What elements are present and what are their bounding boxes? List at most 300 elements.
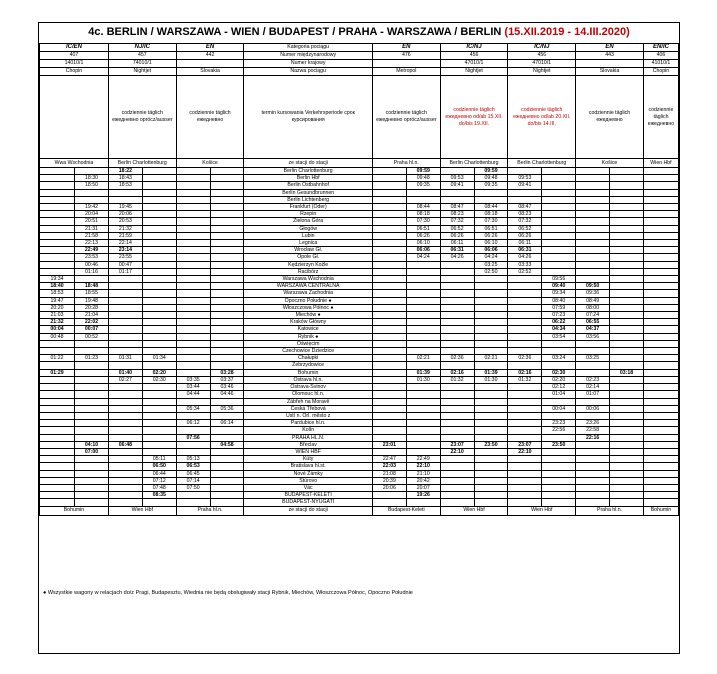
time-cell: [440, 340, 474, 347]
time-cell: [108, 477, 142, 484]
time-cell: [474, 398, 508, 405]
time-cell: [643, 362, 678, 369]
time-cell: [40, 477, 75, 484]
time-cell: [40, 204, 75, 211]
time-cell: 03:24: [542, 355, 576, 362]
time-cell: [108, 412, 142, 419]
time-cell: [40, 240, 75, 247]
time-cell: [142, 405, 176, 412]
time-cell: [40, 232, 75, 239]
time-cell: [542, 456, 576, 463]
station-name: Břeclav: [244, 441, 372, 448]
time-cell: 01:29: [40, 369, 75, 376]
time-cell: 01:22: [40, 355, 75, 362]
time-cell: 21:04: [75, 312, 109, 319]
time-cell: [474, 276, 508, 283]
time-cell: [40, 448, 75, 455]
time-cell: [75, 427, 109, 434]
time-cell: 04:34: [542, 326, 576, 333]
time-cell: [474, 420, 508, 427]
time-cell: [643, 204, 678, 211]
train-num: 407: [40, 52, 109, 60]
station-name: Legnica: [244, 240, 372, 247]
time-cell: 07:32: [508, 218, 542, 225]
time-cell: 20:53: [108, 218, 142, 225]
time-cell: 01:07: [576, 391, 610, 398]
time-cell: [210, 427, 244, 434]
train-days: codziennie täglich ежедневно: [643, 76, 678, 159]
time-cell: 09:59: [474, 168, 508, 175]
time-cell: [372, 499, 406, 506]
time-cell: [406, 326, 440, 333]
time-cell: 22:10: [440, 448, 474, 455]
time-cell: [610, 391, 644, 398]
time-cell: [372, 196, 406, 203]
time-cell: 01:31: [108, 355, 142, 362]
time-cell: 08:23: [440, 211, 474, 218]
time-cell: [40, 412, 75, 419]
train-cat: EN: [576, 44, 644, 52]
station-name: Ústí n. Orl. město z: [244, 412, 372, 419]
time-cell: [75, 340, 109, 347]
time-cell: [142, 499, 176, 506]
time-cell: [508, 362, 542, 369]
time-cell: [610, 477, 644, 484]
time-cell: [542, 204, 576, 211]
time-cell: 06:11: [508, 240, 542, 247]
train-name: Metropol: [372, 68, 440, 76]
time-cell: [108, 456, 142, 463]
time-cell: [176, 340, 210, 347]
station-name: Rzepin: [244, 211, 372, 218]
time-cell: [576, 463, 610, 470]
time-cell: [210, 189, 244, 196]
time-cell: [542, 448, 576, 455]
train-from: Košice: [576, 159, 644, 168]
time-cell: [142, 434, 176, 441]
station-name: Pardubice hl.n.: [244, 420, 372, 427]
time-cell: [643, 283, 678, 290]
time-cell: [474, 499, 508, 506]
time-cell: [142, 319, 176, 326]
time-cell: [643, 312, 678, 319]
time-cell: [542, 175, 576, 182]
station-name: Berlin Charlottenburg: [244, 168, 372, 175]
time-cell: 00:48: [40, 333, 75, 340]
time-cell: [372, 204, 406, 211]
time-cell: [372, 398, 406, 405]
time-cell: [406, 304, 440, 311]
time-cell: 06:31: [440, 247, 474, 254]
time-cell: 08:47: [440, 204, 474, 211]
time-cell: [508, 290, 542, 297]
time-cell: 23:50: [542, 441, 576, 448]
time-cell: [406, 312, 440, 319]
time-cell: 22:49: [75, 247, 109, 254]
time-cell: [610, 326, 644, 333]
time-cell: [440, 398, 474, 405]
time-cell: [440, 348, 474, 355]
time-cell: 08:40: [542, 297, 576, 304]
time-cell: 09:48: [474, 175, 508, 182]
time-cell: [542, 340, 576, 347]
time-cell: [40, 463, 75, 470]
time-cell: [142, 340, 176, 347]
time-cell: 09:40: [542, 283, 576, 290]
time-cell: [643, 376, 678, 383]
time-cell: [610, 182, 644, 189]
time-cell: [142, 218, 176, 225]
time-cell: 08:44: [474, 204, 508, 211]
time-cell: [610, 412, 644, 419]
time-cell: [372, 240, 406, 247]
time-cell: [210, 398, 244, 405]
time-cell: 23:53: [75, 254, 109, 261]
time-cell: [643, 189, 678, 196]
time-cell: [142, 384, 176, 391]
time-cell: [542, 477, 576, 484]
time-cell: [210, 319, 244, 326]
time-cell: [210, 290, 244, 297]
time-cell: [643, 290, 678, 297]
time-cell: [210, 434, 244, 441]
time-cell: [576, 189, 610, 196]
time-cell: [210, 276, 244, 283]
time-cell: [108, 326, 142, 333]
time-cell: [142, 441, 176, 448]
time-cell: [372, 225, 406, 232]
train-days: [40, 76, 109, 159]
time-cell: 06:45: [176, 470, 210, 477]
time-cell: [406, 412, 440, 419]
time-cell: [108, 283, 142, 290]
footnote: ● Wszystkie wagony w relacjach do/z Pragi, Budapesztu, Wiednia nie będą obsługiwały stacji Rybnik, Miechów, Włoszczowa Północ, Opoczno Południe: [43, 590, 413, 596]
time-cell: 18:53: [40, 290, 75, 297]
time-cell: [108, 304, 142, 311]
time-cell: [576, 254, 610, 261]
time-cell: 01:32: [508, 376, 542, 383]
time-cell: [142, 175, 176, 182]
time-cell: [40, 340, 75, 347]
time-cell: [440, 384, 474, 391]
time-cell: [610, 168, 644, 175]
time-cell: 23:23: [542, 420, 576, 427]
time-cell: 06:12: [176, 420, 210, 427]
time-cell: [440, 362, 474, 369]
time-cell: 06:26: [474, 232, 508, 239]
time-cell: [176, 175, 210, 182]
train-num: 456: [440, 52, 508, 60]
time-cell: [474, 297, 508, 304]
time-cell: [610, 434, 644, 441]
time-cell: [610, 319, 644, 326]
time-cell: 06:52: [440, 225, 474, 232]
time-cell: 08:18: [474, 211, 508, 218]
time-cell: 09:48: [406, 175, 440, 182]
time-cell: [210, 261, 244, 268]
time-cell: [176, 261, 210, 268]
time-cell: [210, 412, 244, 419]
time-cell: [643, 448, 678, 455]
time-cell: [576, 362, 610, 369]
time-cell: 01:30: [474, 376, 508, 383]
time-cell: [508, 398, 542, 405]
time-cell: [108, 484, 142, 491]
time-cell: [576, 348, 610, 355]
time-cell: [176, 196, 210, 203]
time-cell: [610, 376, 644, 383]
timetable-frame: [38, 22, 680, 654]
time-cell: 09:53: [440, 175, 474, 182]
time-cell: [542, 232, 576, 239]
time-cell: [210, 499, 244, 506]
time-cell: [372, 247, 406, 254]
time-cell: 02:50: [474, 268, 508, 275]
time-cell: 22:03: [372, 463, 406, 470]
station-name: Warszawa Wschodnia: [244, 276, 372, 283]
time-cell: [643, 484, 678, 491]
time-cell: [108, 189, 142, 196]
time-cell: [75, 484, 109, 491]
time-cell: 07:23: [542, 312, 576, 319]
train-to: Bohumin: [643, 506, 678, 515]
time-cell: [508, 434, 542, 441]
time-cell: [372, 254, 406, 261]
time-cell: [474, 456, 508, 463]
time-cell: [210, 297, 244, 304]
time-cell: [176, 492, 210, 499]
time-cell: [142, 182, 176, 189]
station-name: Chałupki: [244, 355, 372, 362]
time-cell: 21:59: [108, 232, 142, 239]
time-cell: [372, 211, 406, 218]
time-cell: [440, 333, 474, 340]
time-cell: 00:04: [40, 326, 75, 333]
time-cell: [440, 283, 474, 290]
station-name: Głogów: [244, 225, 372, 232]
time-cell: 07:00: [75, 448, 109, 455]
time-cell: [176, 398, 210, 405]
time-cell: [75, 492, 109, 499]
time-cell: [474, 448, 508, 455]
station-name: Zielona Góra: [244, 218, 372, 225]
time-cell: [474, 484, 508, 491]
time-cell: [576, 225, 610, 232]
time-cell: [210, 218, 244, 225]
time-cell: 19:42: [75, 204, 109, 211]
time-cell: 09:56: [542, 276, 576, 283]
time-cell: [474, 312, 508, 319]
time-cell: [643, 456, 678, 463]
time-cell: [75, 412, 109, 419]
time-cell: [40, 391, 75, 398]
time-cell: [75, 276, 109, 283]
station-name: Kolín: [244, 427, 372, 434]
time-cell: 20:42: [406, 477, 440, 484]
time-cell: [142, 232, 176, 239]
time-cell: 05:13: [176, 456, 210, 463]
station-name: Kędzierzyn Koźle: [244, 261, 372, 268]
time-cell: 22:10: [406, 463, 440, 470]
time-cell: [210, 175, 244, 182]
time-cell: [210, 448, 244, 455]
train-cat: IC/NJ: [440, 44, 508, 52]
time-cell: 22:49: [406, 456, 440, 463]
time-cell: 20:20: [40, 304, 75, 311]
time-cell: [576, 441, 610, 448]
time-cell: [108, 276, 142, 283]
time-cell: 07:59: [542, 304, 576, 311]
time-cell: 19:26: [406, 492, 440, 499]
time-cell: 03:54: [542, 333, 576, 340]
time-cell: [643, 211, 678, 218]
time-cell: [142, 189, 176, 196]
time-cell: [176, 290, 210, 297]
time-cell: 04:26: [440, 254, 474, 261]
time-cell: 21:32: [108, 225, 142, 232]
train-days: codziennie täglich ежедневно: [576, 76, 644, 159]
time-cell: [210, 312, 244, 319]
time-cell: [406, 319, 440, 326]
time-cell: [176, 362, 210, 369]
time-cell: [440, 189, 474, 196]
time-cell: 04:58: [210, 441, 244, 448]
time-cell: [610, 189, 644, 196]
station-name: Czechowice Dziedzice: [244, 348, 372, 355]
time-cell: [142, 240, 176, 247]
time-cell: [406, 441, 440, 448]
time-cell: [542, 225, 576, 232]
train-nat: 14010/1: [40, 60, 109, 68]
time-cell: [440, 427, 474, 434]
time-cell: [75, 362, 109, 369]
time-cell: 06:48: [108, 441, 142, 448]
time-cell: [372, 384, 406, 391]
time-cell: [474, 348, 508, 355]
train-from: Berlin Charlottenburg: [508, 159, 576, 168]
train-num: 442: [176, 52, 244, 60]
time-cell: [508, 276, 542, 283]
train-cat: IC/EN: [40, 44, 109, 52]
time-cell: [406, 276, 440, 283]
time-cell: [440, 499, 474, 506]
time-cell: 22:10: [508, 448, 542, 455]
time-cell: [40, 384, 75, 391]
time-cell: 22:14: [108, 240, 142, 247]
time-cell: [108, 290, 142, 297]
station-name: Berlin Lichtenberg: [244, 196, 372, 203]
time-cell: 07:14: [176, 477, 210, 484]
time-cell: [142, 211, 176, 218]
time-cell: [176, 232, 210, 239]
train-cat: EN/IC: [643, 44, 678, 52]
time-cell: [142, 412, 176, 419]
time-cell: [542, 362, 576, 369]
time-cell: [75, 369, 109, 376]
time-cell: [508, 348, 542, 355]
time-cell: [508, 477, 542, 484]
station-name: Rybnik ●: [244, 333, 372, 340]
time-cell: [40, 348, 75, 355]
time-cell: 23:26: [576, 420, 610, 427]
train-days: codziennie täglich ежедневно: [176, 76, 244, 159]
time-cell: [142, 333, 176, 340]
time-cell: 02:52: [508, 268, 542, 275]
time-cell: [40, 499, 75, 506]
time-cell: [643, 319, 678, 326]
time-cell: [610, 211, 644, 218]
time-cell: [440, 470, 474, 477]
time-cell: [508, 463, 542, 470]
time-cell: [440, 297, 474, 304]
train-name: Slovakia: [176, 68, 244, 76]
time-cell: [542, 499, 576, 506]
time-cell: [474, 427, 508, 434]
time-cell: [75, 348, 109, 355]
time-cell: [542, 484, 576, 491]
time-cell: [142, 398, 176, 405]
time-cell: [40, 434, 75, 441]
time-cell: [610, 290, 644, 297]
time-cell: [643, 218, 678, 225]
time-cell: [610, 384, 644, 391]
time-cell: 18:55: [75, 290, 109, 297]
time-cell: [610, 225, 644, 232]
station-name: Bohumin: [244, 369, 372, 376]
station-name: WARSZAWA CENTRALNA: [244, 283, 372, 290]
time-cell: [108, 333, 142, 340]
time-cell: [40, 189, 75, 196]
header-name: Nazwa pociągu: [244, 68, 372, 76]
train-nat: [372, 60, 440, 68]
time-cell: 03:56: [576, 333, 610, 340]
time-cell: [508, 297, 542, 304]
time-cell: 02:30: [542, 369, 576, 376]
title-main: 4c. BERLIN / WARSZAWA - WIEN / BUDAPEST / PRAHA - WARSZAWA / BERLIN: [88, 26, 502, 38]
train-from: Berlin Charlottenburg: [440, 159, 508, 168]
time-cell: [108, 398, 142, 405]
time-cell: [610, 204, 644, 211]
station-name: Olomouc hl.n.: [244, 391, 372, 398]
time-cell: 23:14: [108, 247, 142, 254]
time-cell: [508, 340, 542, 347]
time-cell: [508, 420, 542, 427]
time-cell: 07:48: [142, 484, 176, 491]
time-cell: [40, 492, 75, 499]
time-cell: [576, 492, 610, 499]
time-cell: 19:45: [108, 204, 142, 211]
time-cell: [142, 348, 176, 355]
time-cell: 04:37: [576, 326, 610, 333]
time-cell: 08:23: [508, 211, 542, 218]
time-cell: 06:14: [210, 420, 244, 427]
time-cell: [142, 290, 176, 297]
time-cell: 00:06: [576, 405, 610, 412]
station-name: PRAHA HL.N.: [244, 434, 372, 441]
time-cell: [372, 448, 406, 455]
time-cell: [372, 312, 406, 319]
time-cell: [142, 204, 176, 211]
time-cell: 03:25: [474, 261, 508, 268]
time-cell: [108, 434, 142, 441]
train-name: Chopin: [40, 68, 109, 76]
time-cell: [176, 355, 210, 362]
time-cell: 04:10: [75, 441, 109, 448]
time-cell: 00:04: [542, 405, 576, 412]
time-cell: [40, 470, 75, 477]
time-cell: [176, 276, 210, 283]
time-cell: [440, 168, 474, 175]
